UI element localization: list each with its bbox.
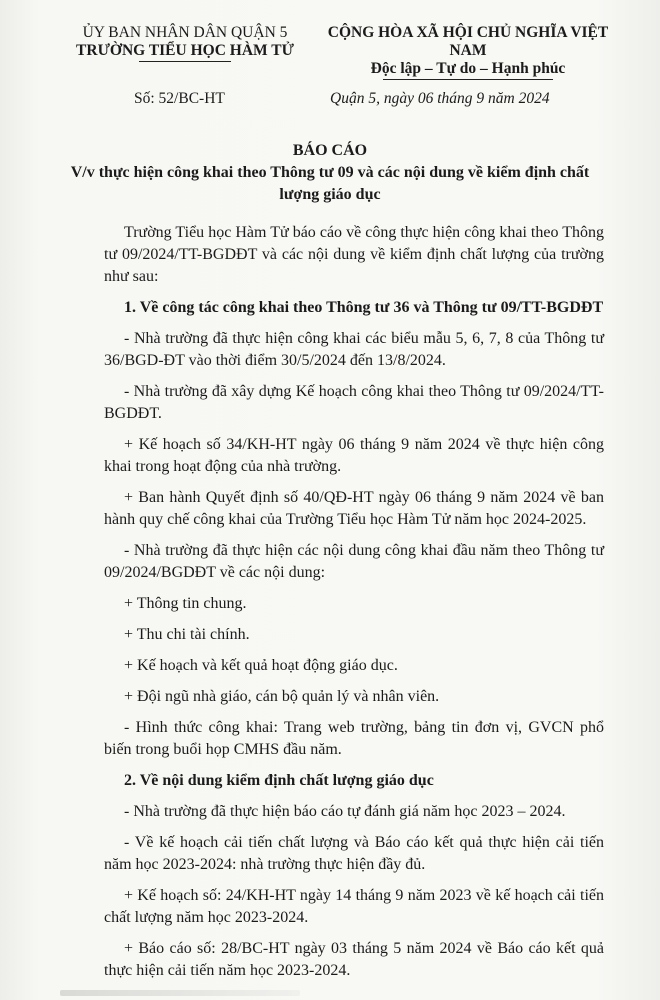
paragraph: - Nhà trường đã thực hiện các nội dung công khai đầu năm theo Thông tư 09/2024/BGDĐT về các nội dung: bbox=[104, 542, 604, 581]
paragraph: - Nhà trường đã thực hiện báo cáo tự đánh giá năm học 2023 – 2024. bbox=[124, 803, 566, 820]
paragraph: + Ban hành Quyết định số 40/QĐ-HT ngày 06 tháng 9 năm 2024 về ban hành quy chế công khai của Trường Tiểu học Hàm Tử năm học 2024-2025. bbox=[104, 489, 604, 528]
report-title-line-1: BÁO CÁO bbox=[292, 142, 368, 159]
list-item: + Thu chi tài chính. bbox=[124, 626, 250, 643]
list-item: + Kế hoạch và kết quả hoạt động giáo dục. bbox=[124, 657, 398, 674]
paragraph: + Kế hoạch số: 24/KH-HT ngày 14 tháng 9 năm 2023 về kế hoạch cải tiến chất lượng năm học 2023-2024. bbox=[104, 887, 604, 926]
report-title bbox=[70, 140, 590, 206]
agency-line-1: ỦY BAN NHÂN DÂN QUẬN 5 bbox=[82, 24, 288, 41]
intro-paragraph: Trường Tiểu học Hàm Tử báo cáo về công thực hiện công khai theo Thông tư 09/2024/TT-BGDĐT và các nội dung về kiểm định chất lượng của trường như sau: bbox=[104, 224, 604, 285]
paragraph: - Hình thức công khai: Trang web trường, bảng tin đơn vị, GVCN phổ biến trong buổi họp CMHS đầu năm. bbox=[104, 719, 604, 758]
document-number: Số: 52/BC-HT bbox=[134, 90, 225, 107]
report-subject: V/v thực hiện công khai theo Thông tư 09 và các nội dung về kiểm định chất lượng giáo dục bbox=[70, 164, 590, 203]
issuing-agency-block bbox=[70, 24, 300, 62]
paragraph: - Nhà trường đã thực hiện công khai các biểu mẫu 5, 6, 7, 8 của Thông tư 36/BGD-ĐT vào thời điểm 30/5/2024 đến 13/8/2024. bbox=[104, 330, 604, 369]
section-2-heading: 2. Về nội dung kiểm định chất lượng giáo dục bbox=[124, 772, 434, 789]
agency-underline bbox=[139, 61, 231, 62]
country-name: CỘNG HÒA XÃ HỘI CHỦ NGHĨA VIỆT NAM bbox=[327, 24, 609, 59]
date-line: Quận 5, ngày 06 tháng 9 năm 2024 bbox=[330, 90, 550, 107]
motto: Độc lập – Tự do – Hạnh phúc bbox=[370, 60, 566, 77]
national-motto-block bbox=[318, 24, 618, 80]
paragraph: - Nhà trường đã xây dựng Kế hoạch công khai theo Thông tư 09/2024/TT-BGDĐT. bbox=[104, 383, 604, 422]
cut-off-text-edge bbox=[60, 990, 300, 996]
list-item: + Thông tin chung. bbox=[124, 595, 247, 612]
paragraph: + Báo cáo số: 28/BC-HT ngày 03 tháng 5 năm 2024 về Báo cáo kết quả thực hiện cải tiến năm học 2023-2024. bbox=[104, 940, 604, 979]
paragraph: - Về kế hoạch cải tiến chất lượng và Báo cáo kết quả thực hiện cải tiến năm học 2023-2024: nhà trường thực hiện đầy đủ. bbox=[104, 834, 604, 873]
report-body bbox=[104, 222, 604, 991]
agency-line-2: TRƯỜNG TIỂU HỌC HÀM TỬ bbox=[76, 42, 294, 59]
list-item: + Đội ngũ nhà giáo, cán bộ quản lý và nhân viên. bbox=[124, 688, 440, 705]
paragraph: + Kế hoạch số 34/KH-HT ngày 06 tháng 9 năm 2024 về thực hiện công khai trong hoạt động của nhà trường. bbox=[104, 436, 604, 475]
motto-underline bbox=[383, 79, 553, 80]
section-1-heading: 1. Về công tác công khai theo Thông tư 36 và Thông tư 09/TT-BGDĐT bbox=[124, 299, 604, 316]
